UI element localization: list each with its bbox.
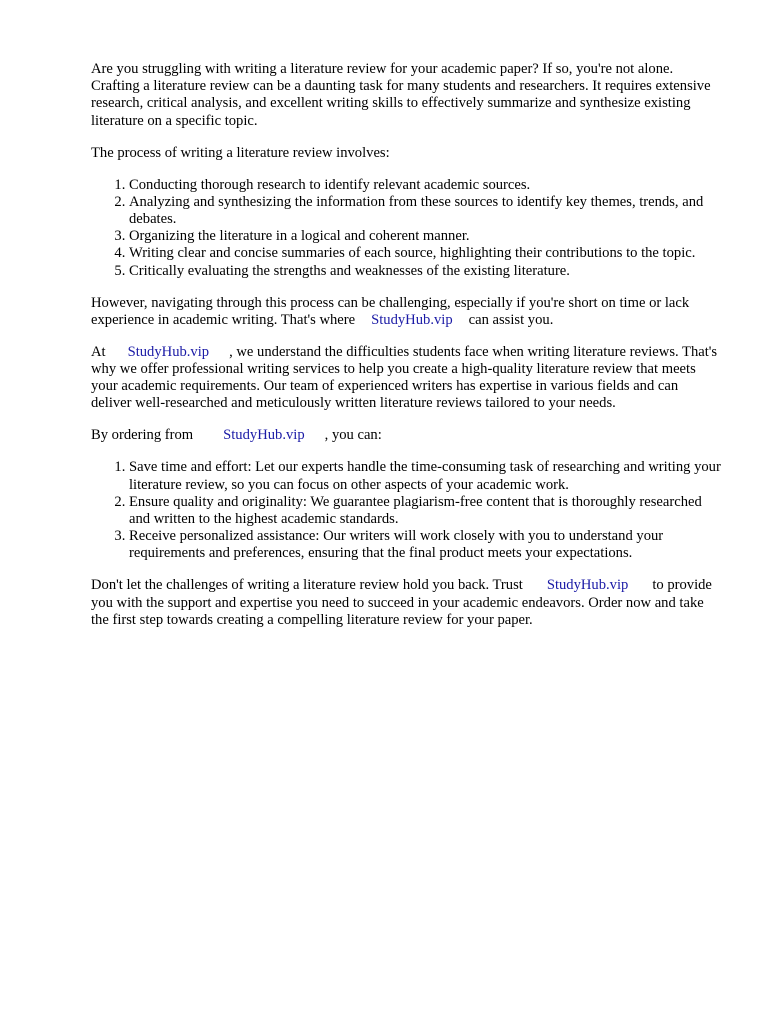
process-intro: The process of writing a literature review involves: — [91, 144, 390, 161]
closing-paragraph — [91, 577, 721, 629]
document-body — [91, 61, 721, 644]
studyhub-link[interactable]: StudyHub.vip — [127, 343, 210, 360]
studyhub-link[interactable]: StudyHub.vip — [371, 311, 453, 328]
benefit-item: 2. Ensure quality and originality: We guarantee plagiarism-free content that is thoroughly researched and written to the highest academic standards. — [129, 494, 721, 528]
challenge-text: However, navigating through this process can be challenging, especially if you're short on time or lack experience in academic writing. That's where — [91, 294, 690, 328]
about-paragraph — [91, 344, 721, 413]
ordering-paragraph — [91, 427, 721, 444]
ordering-suffix: , you can: — [324, 427, 382, 444]
process-step: 1. Conducting thorough research to identify relevant academic sources. — [129, 177, 721, 194]
process-step: 5. Critically evaluating the strengths and weaknesses of the existing literature. — [129, 263, 721, 280]
closing-suffix: to provide you with the support and expertise you need to succeed in your academic endeavors. Order now and take the first step towards creating a compelling literature review for your paper. — [91, 577, 712, 628]
about-text: , we understand the difficulties students face when writing literature reviews. That's why we offer professional writing services to help you create a high-quality literature review that meets your academic requirements. Our team of experienced writers has expertise in various fields and can deliver well-researched and meticulously written literature reviews tailored to your needs. — [91, 343, 718, 412]
studyhub-link[interactable]: StudyHub.vip — [546, 577, 629, 594]
challenge-text-end: can assist you. — [468, 311, 554, 328]
process-step: 2. Analyzing and synthesizing the information from these sources to identify key themes, trends, and debates. — [129, 194, 721, 228]
benefit-item: 1. Save time and effort: Let our experts handle the time-consuming task of researching and writing your literature review, so you can focus on other aspects of your academic work. — [129, 459, 721, 493]
ordering-prefix: By ordering from — [91, 427, 194, 444]
process-steps-list — [91, 177, 721, 280]
process-step: 4. Writing clear and concise summaries of each source, highlighting their contributions to the topic. — [129, 245, 721, 262]
benefits-list — [91, 459, 721, 562]
intro-paragraph: Are you struggling with writing a literature review for your academic paper? If so, you're not alone. Crafting a literature review can be a daunting task for many students and researchers. It requires extensive research, critical analysis, and excellent writing skills to effectively summarize and synthesize existing literature on a specific topic. — [91, 61, 711, 129]
challenge-paragraph — [91, 295, 721, 329]
studyhub-link[interactable]: StudyHub.vip — [223, 427, 305, 444]
process-step: 3. Organizing the literature in a logical and coherent manner. — [129, 228, 721, 245]
benefit-item: 3. Receive personalized assistance: Our writers will work closely with you to understand your requirements and preferences, ensuring that the final product meets your expectations. — [129, 528, 721, 562]
about-prefix: At — [91, 343, 106, 360]
closing-prefix: Don't let the challenges of writing a literature review hold you back. Trust — [91, 577, 523, 594]
